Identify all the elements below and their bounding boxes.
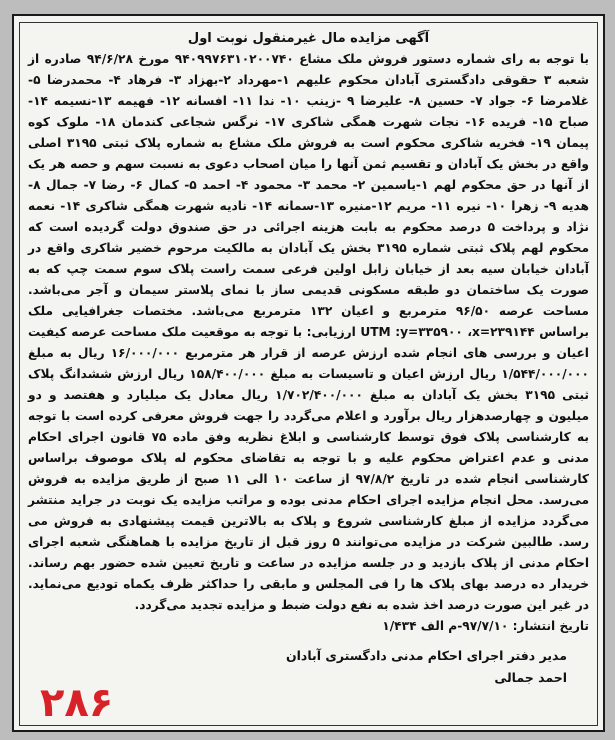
notice-frame [19, 22, 598, 726]
signature-name: احمد جمالی [494, 670, 567, 685]
handwritten-number-stamp: ۲۸۶ [40, 680, 114, 726]
signature-title: مدیر دفتر اجرای احکام مدنی دادگستری آبادان [285, 648, 567, 663]
publish-date-line: تاریخ انتشار: ۹۷/۷/۱۰-م الف ۱/۴۳۴ [382, 619, 589, 633]
notice-body: با توجه به رای شماره دستور فروش ملک مشاع ۹۴۰۹۹۷۶۳۱۰۲۰۰۷۴۰ مورخ ۹۴/۶/۲۸ صادره از شعبه ۳ حقوقی دادگستری آبادان محکوم علیهم ۱-مهرداد ۲-بهزاد ۳- فرهاد ۴- محمدرضا ۵- غلامرضا ۶- جواد ۷- حسین ۸- علیرضا ۹ -زینب ۱۰- ندا ۱۱- افسانه ۱۲- فهیمه ۱۳-نسیمه ۱۴- صباح ۱۵- فریده ۱۶- نجات شهرت همگی شاکری ۱۷- نرگس شجاعی کندمان ۱۸- ملوک کوه پیمان ۱۹- فخریه شاکری محکوم است به فروش ملک مشاع به شماره پلاک ثبتی ۳۱۹۵ اصلی واقع در بخش یک آبادان و تقسیم ثمن آنها را میان اصحاب دعوی به نسبت سهم و حصه هر یک از آنها در حق محکوم لهم ۱-یاسمین ۲- محمد ۳- محمود ۴- احمد ۵- کمال ۶- رضا ۷- جمال ۸- هدیه ۹- زهرا ۱۰- نیره ۱۱- مریم ۱۲-منیره ۱۳-سمانه ۱۴- نادیه شهرت همگی شاکری ۱۴- نعمه نژاد و پرداخت ۵ درصد محکوم به بابت هزینه اجرائی در حق صندوق دولت گردیده است که محکوم لهم پلاک ثبتی شماره ۳۱۹۵ بخش یک آبادان به مالکیت مرحوم خضیر شاکری واقع در آبادان خیابان سیه بعد از خیابان زابل اولین فرعی سمت راست پلاک سوم سمت چپ که به صورت یک ساختمان دو طبقه مسکونی قدیمی ساز با نمای پلاستر سیمان و آجر می‌باشد. مساحت عرصه ۹۶/۵۰ مترمربع و اعیان ۱۳۲ مترمربع می‌باشد. مختصات جغرافیایی ملک براساس UTM :y=۳۳۵۹۰۰ ،x=۲۳۹۱۴۴ ارزیابی: با توجه به موقعیت ملک مساحت عرصه کیفیت اعیان و بررسی های انجام شده ارزش عرصه از قرار هر مترمربع ۱۶/۰۰۰/۰۰۰ ریال به مبلغ ۱/۵۴۴/۰۰۰/۰۰۰ ریال ارزش اعیان و تاسیسات به مبلغ ۱۵۸/۴۰۰/۰۰۰ ریال ارزش ششدانگ پلاک ثبتی ۳۱۹۵ بخش یک آبادان به مبلغ ۱/۷۰۲/۴۰۰/۰۰۰ ریال معادل یک میلیارد و هفتصد و دو میلیون و چهارصدهزار ریال برآورد و اعلام می‌گردد را جهت فروش معرفی کرده است با توجه به کارشناسی پلاک فوق توسط کارشناسی و ابلاغ نظریه وفق ماده ۷۵ قانون اجرای احکام مدنی و عدم اعتراض محکوم علیه و با توجه به تقاضای محکوم له پلاک موصوف براساس کارشناسی انجام شده در تاریخ ۹۷/۸/۲ از ساعت ۱۰ الی ۱۱ صبح از طریق مزایده به فروش می‌رسد. محل انجام مزایده اجرای احکام مدنی بوده و مراتب مزایده یک نوبت در جراید منتشر می‌گردد مزایده از مبلغ کارشناسی شروع و پلاک به بالاترین قیمت پیشنهادی به فروش می رسد. طالبین شرکت در مزایده می‌توانند ۵ روز قبل از تاریخ مزایده با هماهنگی شعبه اجرای احکام مدنی از پلاک بازدید و در جلسه مزایده در ساعت و تاریخ تعیین شده حضور بهم رساند. خریدار ده درصد بهای پلاک ها را فی المجلس و مابقی را حداکثر ظرف یکماه تودیع می‌نماید. در غیر این صورت درصد اخذ شده به نفع دولت ضبط و مزایده تجدید می‌گردد. [28, 52, 590, 612]
notice-title: آگهی مزایده مال غیرمنقول نوبت اول [187, 31, 430, 46]
notice-clipping [12, 14, 605, 732]
